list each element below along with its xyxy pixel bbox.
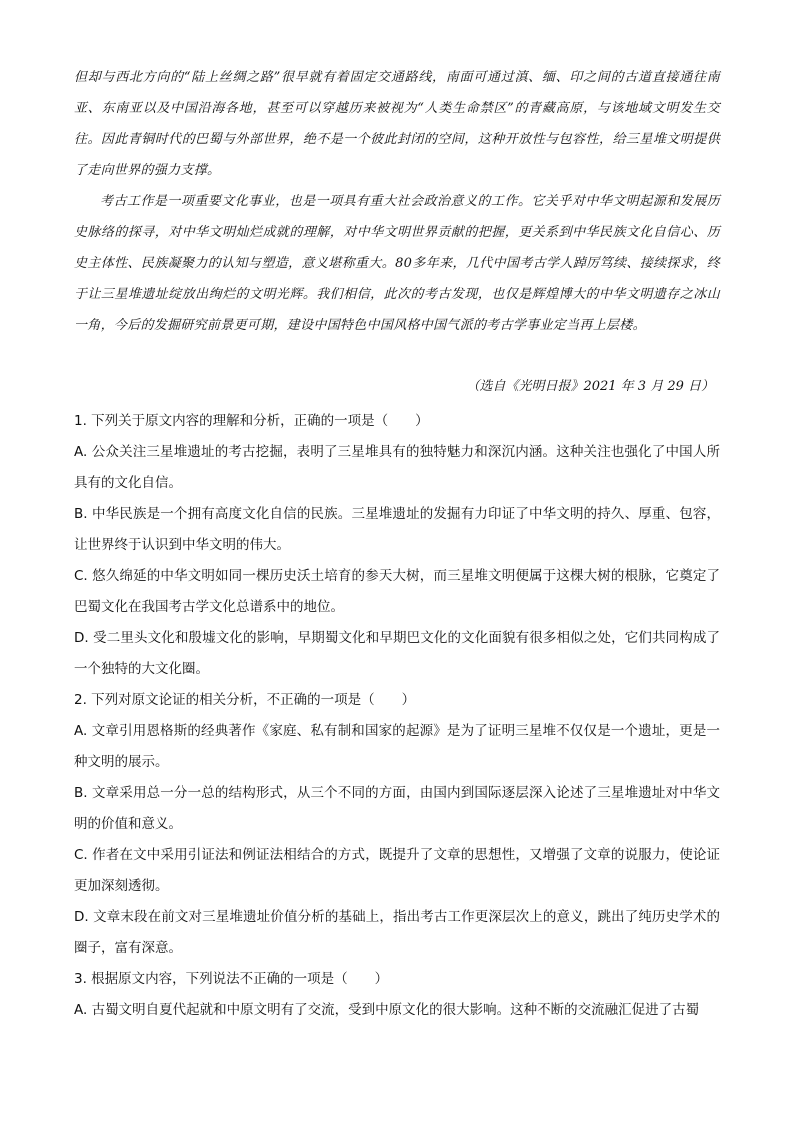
question-2-option-b: B. 文章采用总一分一总的结构形式，从三个不同的方面，由国内到国际逐层深入论述了三星堆遗址对中华文明的价值和意义。 [74,785,720,832]
question-1-option-b: B. 中华民族是一个拥有高度文化自信的民族。三星堆遗址的发掘有力印证了中华文明的持久、厚重、包容，让世界终于认识到中华文明的伟大。 [74,506,720,553]
question-2-option-d: D. 文章末段在前文对三星堆遗址价值分析的基础上，指出考古工作更深层次上的意义，跳出了纯历史学术的圈子，富有深意。 [74,909,720,956]
passage-source: （选自《光明日报》2021 年 3 月 29 日） [466,379,714,394]
passage-paragraph-1: 但却与西北方向的“陆上丝绸之路”很早就有着固定交通路线，南面可通过滇、缅、印之间的古道直接通往南亚、东南亚以及中国沿海各地，甚至可以穿越历来被视为“人类生命禁区”的青藏高原，与该地域文明发生交往。因此青铜时代的巴蜀与外部世界，绝不是一个彼此封闭的空间，这种开放性与包容性，给三星堆文明提供了走向世界的强力支撑。 [74,70,720,178]
reading-passage [74,62,720,341]
question-1-option-d: D. 受二里头文化和殷墟文化的影响，早期蜀文化和早期巴文化的文化面貌有很多相似之处，它们共同构成了一个独特的大文化圈。 [74,630,720,677]
passage-paragraph-2: 考古工作是一项重要文化事业，也是一项具有重大社会政治意义的工作。它关乎对中华文明起源和发展历史脉络的探寻，对中华文明灿烂成就的理解，对中华文明世界贡献的把握，更关系到中华民族文化自信心、历史主体性、民族凝聚力的认知与塑造，意义堪称重大。80多年来，几代中国考古学人踔厉笃续、接续探求，终于让三星堆遗址绽放出绚烂的文明光辉。我们相信，此次的考古发现，也仅是辉煌博大的中华文明遗存之冰山一角，今后的发掘研究前景更可期，建设中国特色中国风格中国气派的考古学事业定当再上层楼。 [74,194,720,333]
question-1-stem: 1. 下列关于原文内容的理解和分析，正确的一项是（ ） [74,413,429,429]
question-list [74,406,720,1026]
question-3-option-a: A. 古蜀文明自夏代起就和中原文明有了交流，受到中原文化的很大影响。这种不断的交流融汇促进了古蜀 [74,1002,700,1018]
question-2-stem: 2. 下列对原文论证的相关分析，不正确的一项是（ ） [74,692,416,708]
question-2-option-c: C. 作者在文中采用引证法和例证法相结合的方式，既提升了文章的思想性，又增强了文章的说服力，使论证更加深刻透彻。 [74,847,720,894]
question-3-stem: 3. 根据原文内容，下列说法不正确的一项是（ ） [74,971,389,987]
question-2-option-a: A. 文章引用恩格斯的经典著作《家庭、私有制和国家的起源》是为了证明三星堆不仅仅是一个遗址，更是一种文明的展示。 [74,723,720,770]
question-1-option-c: C. 悠久绵延的中华文明如同一棵历史沃土培育的参天大树，而三星堆文明便属于这棵大树的根脉，它奠定了巴蜀文化在我国考古学文化总谱系中的地位。 [74,568,720,615]
question-1-option-a: A. 公众关注三星堆遗址的考古挖掘，表明了三星堆具有的独特魅力和深沉内涵。这种关注也强化了中国人所具有的文化自信。 [74,444,720,491]
